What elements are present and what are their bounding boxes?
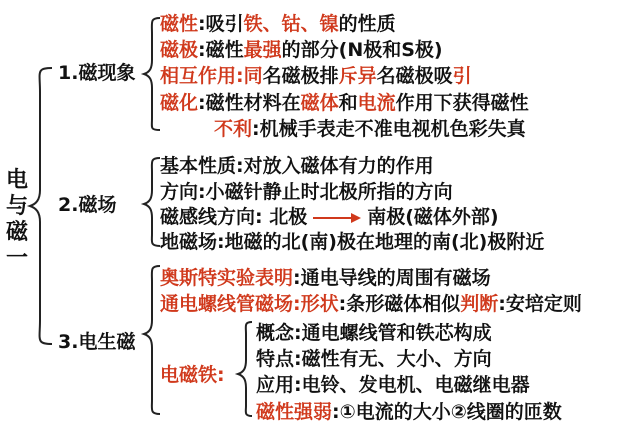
highlight-text: 判断 — [460, 293, 499, 315]
line — [160, 91, 529, 115]
line — [160, 180, 453, 204]
body-text: :吸引 — [198, 13, 244, 35]
branch-3-brace — [144, 266, 160, 414]
root-char: 磁 — [6, 220, 29, 245]
highlight-text: 磁性强弱 — [256, 401, 333, 423]
body-text: 和 — [338, 92, 358, 114]
section-title-electromagnetism: 3.电生磁 — [58, 331, 136, 353]
body-text: 作用下获得磁性 — [395, 92, 529, 114]
body-text: :条形磁体相似 — [338, 293, 461, 315]
root-char: 电 — [6, 168, 29, 193]
highlight-text: 斥 — [338, 65, 358, 87]
highlight-text: 奥斯特实验表明 — [160, 267, 294, 289]
body-text: 方向:小磁针静止时北极所指的方向 — [160, 181, 453, 203]
body-text: 特点:磁性有无、大小、方向 — [256, 348, 492, 370]
body-text: 基本性质:对放入磁体有力的作用 — [160, 155, 434, 177]
highlight-text: 磁化 — [160, 92, 199, 114]
line — [160, 12, 396, 36]
body-text: 的性质 — [338, 13, 396, 35]
branch-1-brace — [144, 18, 160, 130]
root-char: 与 — [6, 194, 29, 219]
highlight-text: 铁、钴、镍 — [243, 13, 339, 35]
line — [256, 400, 562, 424]
body-text: 应用:电铃、发电机、电磁继电器 — [256, 374, 530, 396]
section-title-magnetic-phenomena: 1.磁现象 — [58, 62, 136, 84]
body-text: :磁性 — [198, 39, 244, 61]
highlight-text: 磁性 — [160, 13, 199, 35]
highlight-text: 引 — [452, 65, 472, 87]
body-text: 磁感线方向: 北极 — [160, 206, 308, 228]
arrow-tail-text: 南极(磁体外部) — [367, 206, 499, 228]
highlight-text: 磁体 — [300, 92, 339, 114]
body-text: :机械手表走不准电视机色彩失真 — [252, 118, 526, 140]
body-text: :通电导线的周围有磁场 — [293, 267, 491, 289]
highlight-text: 异 — [357, 65, 377, 87]
line — [160, 230, 544, 254]
line — [160, 38, 443, 62]
body-text: :安培定则 — [498, 293, 582, 315]
body-text: 名磁极排 — [262, 65, 339, 87]
line — [160, 292, 582, 316]
root-brace — [30, 68, 52, 344]
highlight-text: 电流 — [357, 92, 396, 114]
body-text: 的部分(N极和S极) — [281, 39, 443, 61]
highlight-text: 通电螺线管磁场:形状 — [160, 293, 339, 315]
electromagnet-brace — [238, 322, 252, 416]
section-title-magnetic-field: 2.磁场 — [58, 194, 117, 216]
line — [160, 206, 307, 228]
body-text: 概念:通电螺线管和铁芯构成 — [256, 322, 492, 344]
line — [214, 117, 526, 141]
line — [256, 347, 492, 371]
line — [160, 266, 491, 290]
line — [160, 64, 472, 88]
highlight-text: 最强 — [243, 39, 282, 61]
highlight-text: 磁极 — [160, 39, 199, 61]
body-text: :磁性材料在 — [198, 92, 301, 114]
branch-2-brace — [144, 158, 160, 246]
body-text: 地磁场:地磁的北(南)极在地理的南(北)极附近 — [160, 231, 545, 253]
electromagnet-label: 电磁铁: — [160, 364, 225, 386]
highlight-text: 相互作用:同 — [160, 65, 263, 87]
line-field-direction — [160, 205, 499, 229]
arrow-right-icon — [313, 211, 361, 225]
root-title — [6, 168, 28, 272]
body-text: :①电流的大小②线圈的匝数 — [332, 401, 562, 423]
body-text: 名磁极吸 — [376, 65, 453, 87]
root-char: 一 — [6, 246, 29, 271]
highlight-text: 不利 — [214, 118, 253, 140]
line — [256, 373, 530, 397]
line — [160, 154, 434, 178]
line — [256, 321, 492, 345]
